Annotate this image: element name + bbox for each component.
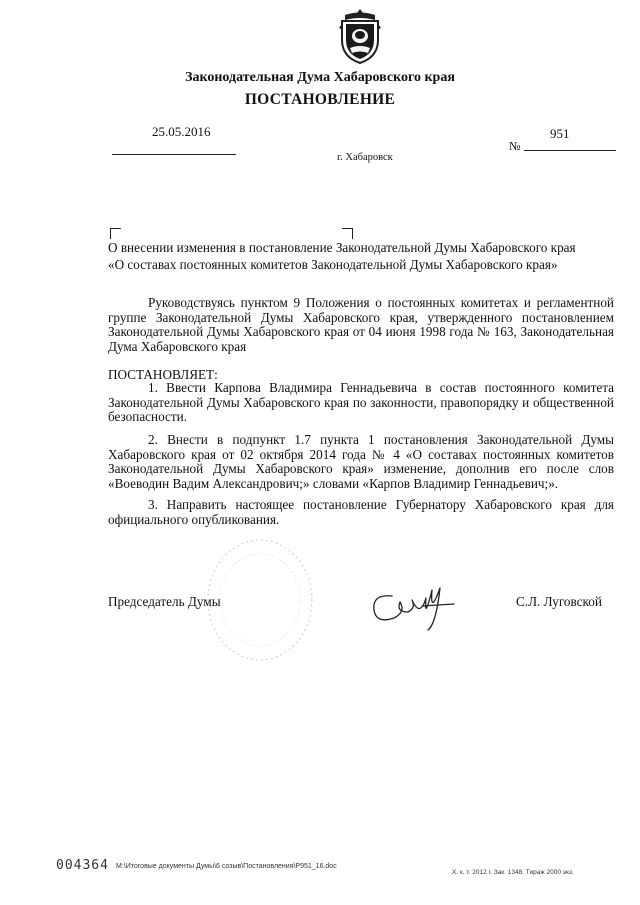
subject-line-1: О внесении изменения в постановление Законодательной Думы Хабаровского края <box>108 240 576 255</box>
handwritten-signature-icon <box>362 578 472 638</box>
resolves-heading: ПОСТАНОВЛЯЕТ: <box>108 367 218 382</box>
number-sign: № <box>509 139 521 153</box>
city: г. Хабаровск <box>337 152 393 163</box>
file-path: M:\Итоговые документы Думы\6 созыв\Постановления\P951_16.doc <box>116 863 337 870</box>
subject-line-2: «О составах постоянных комитетов Законодательной Думы Хабаровского края» <box>108 257 558 272</box>
subject-corner-right <box>342 228 353 239</box>
resolution-item-1: 1. Ввести Карпова Владимира Геннадьевича в состав постоянного комитета Законодательной Думы Хабаровского края по законности, правопорядку и общественной безопасности. <box>108 380 614 424</box>
print-info: Х. к. т. 2012 г. Зак. 1348. Тираж 2000 экз. <box>452 869 574 876</box>
date-underline <box>112 154 236 155</box>
signer-name: С.Л. Луговской <box>516 594 602 609</box>
document-date: 25.05.2016 <box>152 124 211 139</box>
resolution-item-3: 3. Направить настоящее постановление Губернатору Хабаровского края для официального опубликования. <box>108 497 614 527</box>
subject-title <box>108 239 608 273</box>
document-number: 951 <box>550 126 570 141</box>
coat-of-arms-icon <box>337 6 383 66</box>
resolution-item-2: 2. Внести в подпункт 1.7 пункта 1 постановления Законодательной Думы Хабаровского края от 02 октября 2014 года № 4 «О составах постоянных комитетов Законодательной Думы Хабаровского края» изменение, дополнив его после слов «Воеводин Вадим Александрович;» словами «Карпов Владимир Геннадьевич;». <box>108 432 614 491</box>
number-underline <box>524 150 616 151</box>
organization-name: Законодательная Дума Хабаровского края <box>185 70 455 85</box>
subject-corner-left <box>110 228 121 239</box>
document-serial-number: 004364 <box>56 858 109 873</box>
signer-title: Председатель Думы <box>108 594 221 609</box>
document-type: ПОСТАНОВЛЕНИЕ <box>244 91 396 108</box>
basis-paragraph: Руководствуясь пунктом 9 Положения о постоянных комитетах и регламентной группе Законодательной Думы Хабаровского края, утвержденного постановлением Законодательной Думы Хабаровского края от 04 июня 1998 года № 163, Законодательная Дума Хабаровского края <box>108 295 614 354</box>
